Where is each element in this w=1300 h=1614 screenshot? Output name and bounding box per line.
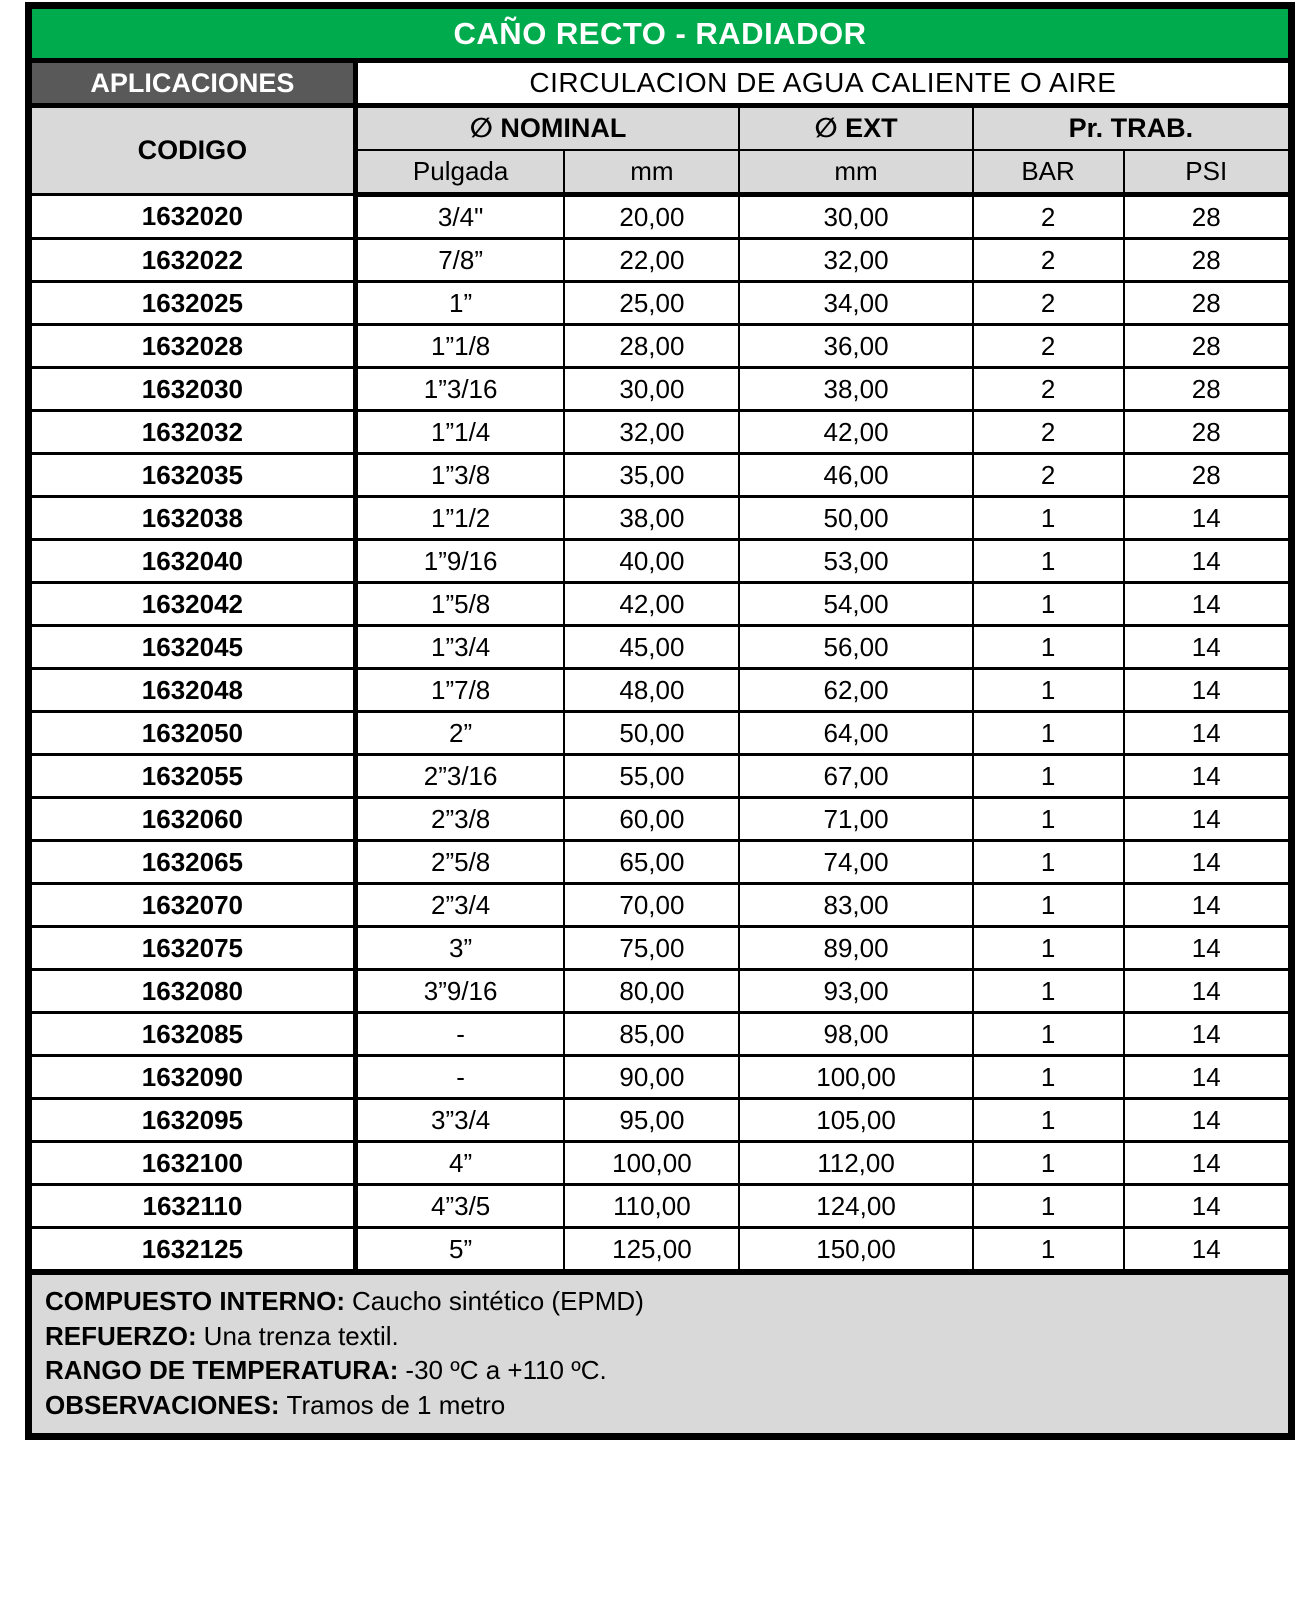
note-text: Una trenza textil.	[203, 1320, 399, 1351]
bar-cell: 1	[973, 669, 1124, 712]
psi-cell: 14	[1124, 497, 1292, 540]
nominal-mm-cell: 75,00	[564, 927, 739, 970]
pulgada-cell: 1”1/2	[355, 497, 564, 540]
pulgada-cell: 1”9/16	[355, 540, 564, 583]
pulgada-cell: 2”3/16	[355, 755, 564, 798]
nominal-mm-cell: 100,00	[564, 1142, 739, 1185]
codigo-cell: 1632045	[29, 626, 356, 669]
psi-cell: 28	[1124, 368, 1292, 411]
bar-cell: 2	[973, 368, 1124, 411]
codigo-cell: 1632085	[29, 1013, 356, 1056]
table-row	[29, 282, 1292, 325]
note-line	[45, 1319, 1278, 1354]
codigo-cell: 1632038	[29, 497, 356, 540]
bar-cell: 1	[973, 712, 1124, 755]
ext-mm-cell: 62,00	[739, 669, 972, 712]
nominal-mm-cell: 90,00	[564, 1056, 739, 1099]
table-row	[29, 454, 1292, 497]
bar-cell: 2	[973, 325, 1124, 368]
ext-mm-cell: 30,00	[739, 195, 972, 239]
codigo-cell: 1632032	[29, 411, 356, 454]
nominal-mm-cell: 60,00	[564, 798, 739, 841]
title-row	[29, 6, 1292, 61]
pulgada-cell: 3/4"	[355, 195, 564, 239]
bar-cell: 2	[973, 239, 1124, 282]
aplicaciones-row	[29, 61, 1292, 106]
pulgada-cell: -	[355, 1056, 564, 1099]
note-label: RANGO DE TEMPERATURA:	[45, 1355, 399, 1385]
nominal-mm-cell: 32,00	[564, 411, 739, 454]
column-subheader-bar: BAR	[973, 150, 1124, 195]
table-row	[29, 1228, 1292, 1273]
spec-table	[25, 2, 1295, 1440]
bar-cell: 1	[973, 1056, 1124, 1099]
ext-mm-cell: 67,00	[739, 755, 972, 798]
bar-cell: 1	[973, 1099, 1124, 1142]
pulgada-cell: 3”9/16	[355, 970, 564, 1013]
pulgada-cell: 3”3/4	[355, 1099, 564, 1142]
pulgada-cell: 1”3/4	[355, 626, 564, 669]
table-row	[29, 368, 1292, 411]
ext-mm-cell: 105,00	[739, 1099, 972, 1142]
table-row	[29, 1142, 1292, 1185]
aplicaciones-value: CIRCULACION DE AGUA CALIENTE O AIRE	[355, 61, 1291, 106]
codigo-cell: 1632055	[29, 755, 356, 798]
table-row	[29, 1013, 1292, 1056]
nominal-mm-cell: 35,00	[564, 454, 739, 497]
bar-cell: 1	[973, 1142, 1124, 1185]
nominal-mm-cell: 30,00	[564, 368, 739, 411]
ext-mm-cell: 100,00	[739, 1056, 972, 1099]
column-subheader-pulgada: Pulgada	[355, 150, 564, 195]
column-subheader-psi: PSI	[1124, 150, 1292, 195]
note-line	[45, 1284, 1278, 1319]
nominal-mm-cell: 38,00	[564, 497, 739, 540]
note-text: -30 ºC a +110 ºC.	[405, 1355, 607, 1385]
pulgada-cell: 1”1/8	[355, 325, 564, 368]
bar-cell: 1	[973, 970, 1124, 1013]
codigo-cell: 1632035	[29, 454, 356, 497]
table-row	[29, 755, 1292, 798]
psi-cell: 14	[1124, 755, 1292, 798]
table-row	[29, 1099, 1292, 1142]
note-label: OBSERVACIONES:	[45, 1389, 280, 1420]
ext-mm-cell: 36,00	[739, 325, 972, 368]
psi-cell: 14	[1124, 927, 1292, 970]
codigo-cell: 1632110	[29, 1185, 356, 1228]
codigo-cell: 1632050	[29, 712, 356, 755]
bar-cell: 1	[973, 755, 1124, 798]
table-row	[29, 583, 1292, 626]
table-row	[29, 411, 1292, 454]
psi-cell: 14	[1124, 1013, 1292, 1056]
ext-mm-cell: 54,00	[739, 583, 972, 626]
pulgada-cell: 1”1/4	[355, 411, 564, 454]
psi-cell: 14	[1124, 1185, 1292, 1228]
psi-cell: 14	[1124, 884, 1292, 927]
bar-cell: 1	[973, 798, 1124, 841]
nominal-mm-cell: 85,00	[564, 1013, 739, 1056]
notes-row	[29, 1272, 1292, 1437]
table-row	[29, 540, 1292, 583]
ext-mm-cell: 42,00	[739, 411, 972, 454]
pulgada-cell: 1”	[355, 282, 564, 325]
ext-mm-cell: 112,00	[739, 1142, 972, 1185]
nominal-mm-cell: 70,00	[564, 884, 739, 927]
table-row	[29, 970, 1292, 1013]
bar-cell: 1	[973, 583, 1124, 626]
notes-list	[45, 1284, 1278, 1422]
bar-cell: 1	[973, 884, 1124, 927]
table-row	[29, 325, 1292, 368]
table-row	[29, 195, 1292, 239]
column-group-header-row	[29, 106, 1292, 151]
ext-mm-cell: 46,00	[739, 454, 972, 497]
psi-cell: 14	[1124, 841, 1292, 884]
pulgada-cell: 4”	[355, 1142, 564, 1185]
psi-cell: 14	[1124, 669, 1292, 712]
bar-cell: 1	[973, 1228, 1124, 1273]
psi-cell: 28	[1124, 282, 1292, 325]
table-footer	[29, 1272, 1292, 1437]
codigo-cell: 1632048	[29, 669, 356, 712]
psi-cell: 28	[1124, 411, 1292, 454]
psi-cell: 28	[1124, 195, 1292, 239]
pulgada-cell: 3”	[355, 927, 564, 970]
table-row	[29, 841, 1292, 884]
nominal-mm-cell: 65,00	[564, 841, 739, 884]
table-row	[29, 239, 1292, 282]
ext-mm-cell: 93,00	[739, 970, 972, 1013]
codigo-cell: 1632095	[29, 1099, 356, 1142]
nominal-mm-cell: 55,00	[564, 755, 739, 798]
nominal-mm-cell: 42,00	[564, 583, 739, 626]
pulgada-cell: 2”5/8	[355, 841, 564, 884]
nominal-mm-cell: 80,00	[564, 970, 739, 1013]
pulgada-cell: 1”3/8	[355, 454, 564, 497]
codigo-cell: 1632030	[29, 368, 356, 411]
psi-cell: 28	[1124, 239, 1292, 282]
ext-mm-cell: 150,00	[739, 1228, 972, 1273]
column-header-nominal: ∅ NOMINAL	[355, 106, 739, 151]
ext-mm-cell: 124,00	[739, 1185, 972, 1228]
pulgada-cell: 1”7/8	[355, 669, 564, 712]
nominal-mm-cell: 45,00	[564, 626, 739, 669]
ext-mm-cell: 74,00	[739, 841, 972, 884]
bar-cell: 1	[973, 497, 1124, 540]
table-row	[29, 884, 1292, 927]
nominal-mm-cell: 22,00	[564, 239, 739, 282]
bar-cell: 1	[973, 841, 1124, 884]
ext-mm-cell: 56,00	[739, 626, 972, 669]
nominal-mm-cell: 50,00	[564, 712, 739, 755]
note-text: Caucho sintético (EPMD)	[351, 1286, 644, 1316]
psi-cell: 14	[1124, 1228, 1292, 1273]
nominal-mm-cell: 40,00	[564, 540, 739, 583]
codigo-cell: 1632065	[29, 841, 356, 884]
psi-cell: 14	[1124, 970, 1292, 1013]
ext-mm-cell: 89,00	[739, 927, 972, 970]
column-header-codigo: CODIGO	[29, 106, 356, 195]
table-row	[29, 712, 1292, 755]
ext-mm-cell: 32,00	[739, 239, 972, 282]
nominal-mm-cell: 25,00	[564, 282, 739, 325]
pulgada-cell: 2”	[355, 712, 564, 755]
table-row	[29, 1185, 1292, 1228]
pulgada-cell: 5”	[355, 1228, 564, 1273]
nominal-mm-cell: 20,00	[564, 195, 739, 239]
column-header-pr-trab: Pr. TRAB.	[973, 106, 1292, 151]
codigo-cell: 1632028	[29, 325, 356, 368]
codigo-cell: 1632042	[29, 583, 356, 626]
notes-block	[29, 1272, 1292, 1437]
codigo-cell: 1632040	[29, 540, 356, 583]
note-line	[45, 1353, 1278, 1388]
bar-cell: 2	[973, 195, 1124, 239]
table-row	[29, 1056, 1292, 1099]
psi-cell: 28	[1124, 325, 1292, 368]
nominal-mm-cell: 28,00	[564, 325, 739, 368]
codigo-cell: 1632100	[29, 1142, 356, 1185]
nominal-mm-cell: 110,00	[564, 1185, 739, 1228]
pulgada-cell: 7/8”	[355, 239, 564, 282]
codigo-cell: 1632080	[29, 970, 356, 1013]
codigo-cell: 1632125	[29, 1228, 356, 1273]
bar-cell: 1	[973, 927, 1124, 970]
ext-mm-cell: 50,00	[739, 497, 972, 540]
table-header	[29, 6, 1292, 195]
ext-mm-cell: 71,00	[739, 798, 972, 841]
ext-mm-cell: 98,00	[739, 1013, 972, 1056]
spec-sheet	[25, 2, 1295, 1440]
nominal-mm-cell: 48,00	[564, 669, 739, 712]
bar-cell: 2	[973, 454, 1124, 497]
codigo-cell: 1632075	[29, 927, 356, 970]
pulgada-cell: 2”3/8	[355, 798, 564, 841]
psi-cell: 14	[1124, 626, 1292, 669]
note-text: Tramos de 1 metro	[286, 1389, 506, 1420]
psi-cell: 14	[1124, 1142, 1292, 1185]
pulgada-cell: -	[355, 1013, 564, 1056]
pulgada-cell: 2”3/4	[355, 884, 564, 927]
codigo-cell: 1632090	[29, 1056, 356, 1099]
psi-cell: 14	[1124, 798, 1292, 841]
ext-mm-cell: 64,00	[739, 712, 972, 755]
codigo-cell: 1632020	[29, 195, 356, 239]
column-subheader-mm-ext: mm	[739, 150, 972, 195]
table-row	[29, 626, 1292, 669]
ext-mm-cell: 83,00	[739, 884, 972, 927]
table-row	[29, 798, 1292, 841]
codigo-cell: 1632025	[29, 282, 356, 325]
codigo-cell: 1632060	[29, 798, 356, 841]
page-title: CAÑO RECTO - RADIADOR	[29, 6, 1292, 61]
nominal-mm-cell: 95,00	[564, 1099, 739, 1142]
note-label: REFUERZO:	[45, 1320, 197, 1351]
bar-cell: 2	[973, 282, 1124, 325]
table-row	[29, 669, 1292, 712]
bar-cell: 1	[973, 540, 1124, 583]
pulgada-cell: 1”3/16	[355, 368, 564, 411]
psi-cell: 14	[1124, 583, 1292, 626]
codigo-cell: 1632070	[29, 884, 356, 927]
psi-cell: 14	[1124, 540, 1292, 583]
bar-cell: 2	[973, 411, 1124, 454]
ext-mm-cell: 38,00	[739, 368, 972, 411]
note-line	[45, 1388, 1278, 1423]
psi-cell: 14	[1124, 1056, 1292, 1099]
bar-cell: 1	[973, 1185, 1124, 1228]
psi-cell: 14	[1124, 1099, 1292, 1142]
table-row	[29, 927, 1292, 970]
pulgada-cell: 4”3/5	[355, 1185, 564, 1228]
bar-cell: 1	[973, 626, 1124, 669]
codigo-cell: 1632022	[29, 239, 356, 282]
note-label: COMPUESTO INTERNO:	[45, 1286, 345, 1316]
table-row	[29, 497, 1292, 540]
aplicaciones-label: APLICACIONES	[29, 61, 356, 106]
column-header-ext: ∅ EXT	[739, 106, 972, 151]
pulgada-cell: 1”5/8	[355, 583, 564, 626]
psi-cell: 28	[1124, 454, 1292, 497]
table-body	[29, 195, 1292, 1273]
ext-mm-cell: 34,00	[739, 282, 972, 325]
nominal-mm-cell: 125,00	[564, 1228, 739, 1273]
column-subheader-mm-nominal: mm	[564, 150, 739, 195]
ext-mm-cell: 53,00	[739, 540, 972, 583]
psi-cell: 14	[1124, 712, 1292, 755]
bar-cell: 1	[973, 1013, 1124, 1056]
